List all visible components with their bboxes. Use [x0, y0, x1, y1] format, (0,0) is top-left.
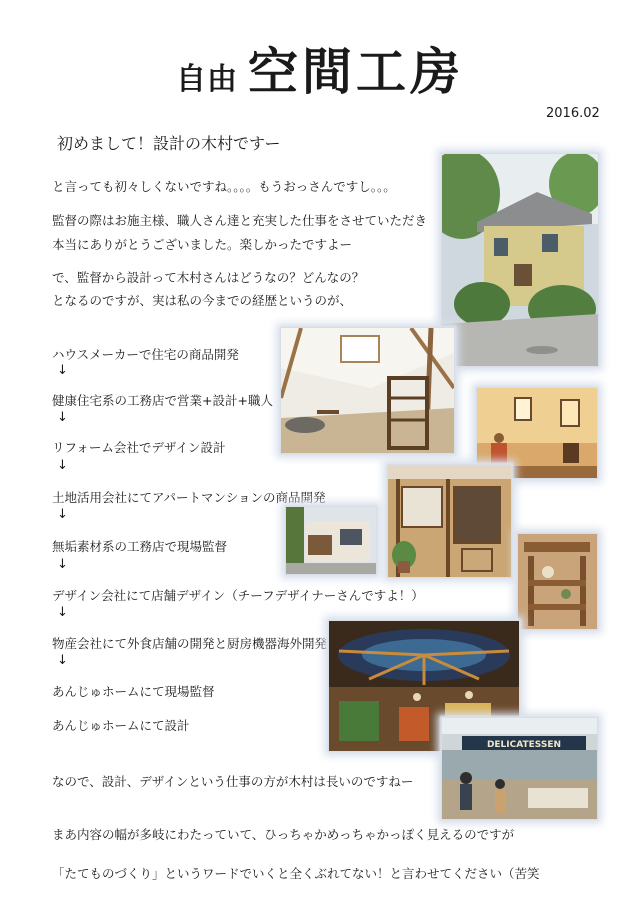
down-arrow-icon: ↓	[57, 410, 68, 425]
career-item-6: デザイン会社にて店舗デザイン（チーフデザイナーさんですよ！）	[52, 588, 424, 603]
photo-wooden-shelf	[517, 533, 598, 630]
intro-line-2: 監督の際はお施主様、職人さん達と充実した仕事をさせていただき	[52, 213, 428, 228]
photo-wooden-storefront	[387, 464, 512, 578]
closing-line-3: 「たてものづくり」というワードでいくと全くぶれてない！と言わせてください（苦笑	[52, 866, 540, 881]
photo-house-exterior	[441, 153, 599, 367]
intro-line-4: で、監督から設計って木村さんはどうなの？どんなの？	[52, 270, 365, 285]
intro-line-5: となるのですが、実は私の今までの経歴というのが、	[52, 293, 353, 308]
career-item-9: あんじゅホームにて設計	[52, 718, 190, 733]
down-arrow-icon: ↓	[57, 458, 68, 473]
delicatessen-sign: DELICATESSEN	[486, 740, 562, 750]
title-small: 自由	[176, 62, 238, 97]
closing-line-1: なので、設計、デザインという仕事の方が木村は長いのですねー	[52, 774, 414, 789]
career-item-4: 土地活用会社にてアパートマンションの商品開発	[52, 490, 326, 505]
page-title	[0, 32, 640, 104]
down-arrow-icon: ↓	[57, 363, 68, 378]
career-item-7: 物産会社にて外食店舗の開発と厨房機器海外開発	[52, 636, 328, 651]
down-arrow-icon: ↓	[57, 507, 68, 522]
career-item-3: リフォーム会社でデザイン設計	[52, 440, 226, 455]
closing-line-2: まあ内容の幅が多岐にわたっていて、ひっちゃかめっちゃかっぽく見えるのですが	[52, 827, 515, 842]
heading: 初めまして！設計の木村ですー	[57, 134, 281, 153]
intro-line-1: と言っても初々しくないですね。。。。もうおっさんですし。。。	[52, 179, 396, 194]
down-arrow-icon: ↓	[57, 653, 68, 668]
down-arrow-icon: ↓	[57, 557, 68, 572]
photo-modern-house	[285, 506, 377, 575]
down-arrow-icon: ↓	[57, 605, 68, 620]
career-item-2: 健康住宅系の工務店で営業+設計+職人	[52, 393, 273, 408]
career-item-8: あんじゅホームにて現場監督	[52, 684, 215, 699]
photo-attic-interior	[280, 327, 455, 454]
date: 2016.02	[546, 106, 600, 121]
title-large: 空間工房	[248, 43, 464, 101]
career-item-1: ハウスメーカーで住宅の商品開発	[52, 347, 239, 362]
career-item-5: 無垢素材系の工務店で現場監督	[52, 539, 228, 554]
intro-line-3: 本当にありがとうございました。楽しかったですよー	[52, 237, 353, 252]
photo-delicatessen	[441, 717, 598, 820]
